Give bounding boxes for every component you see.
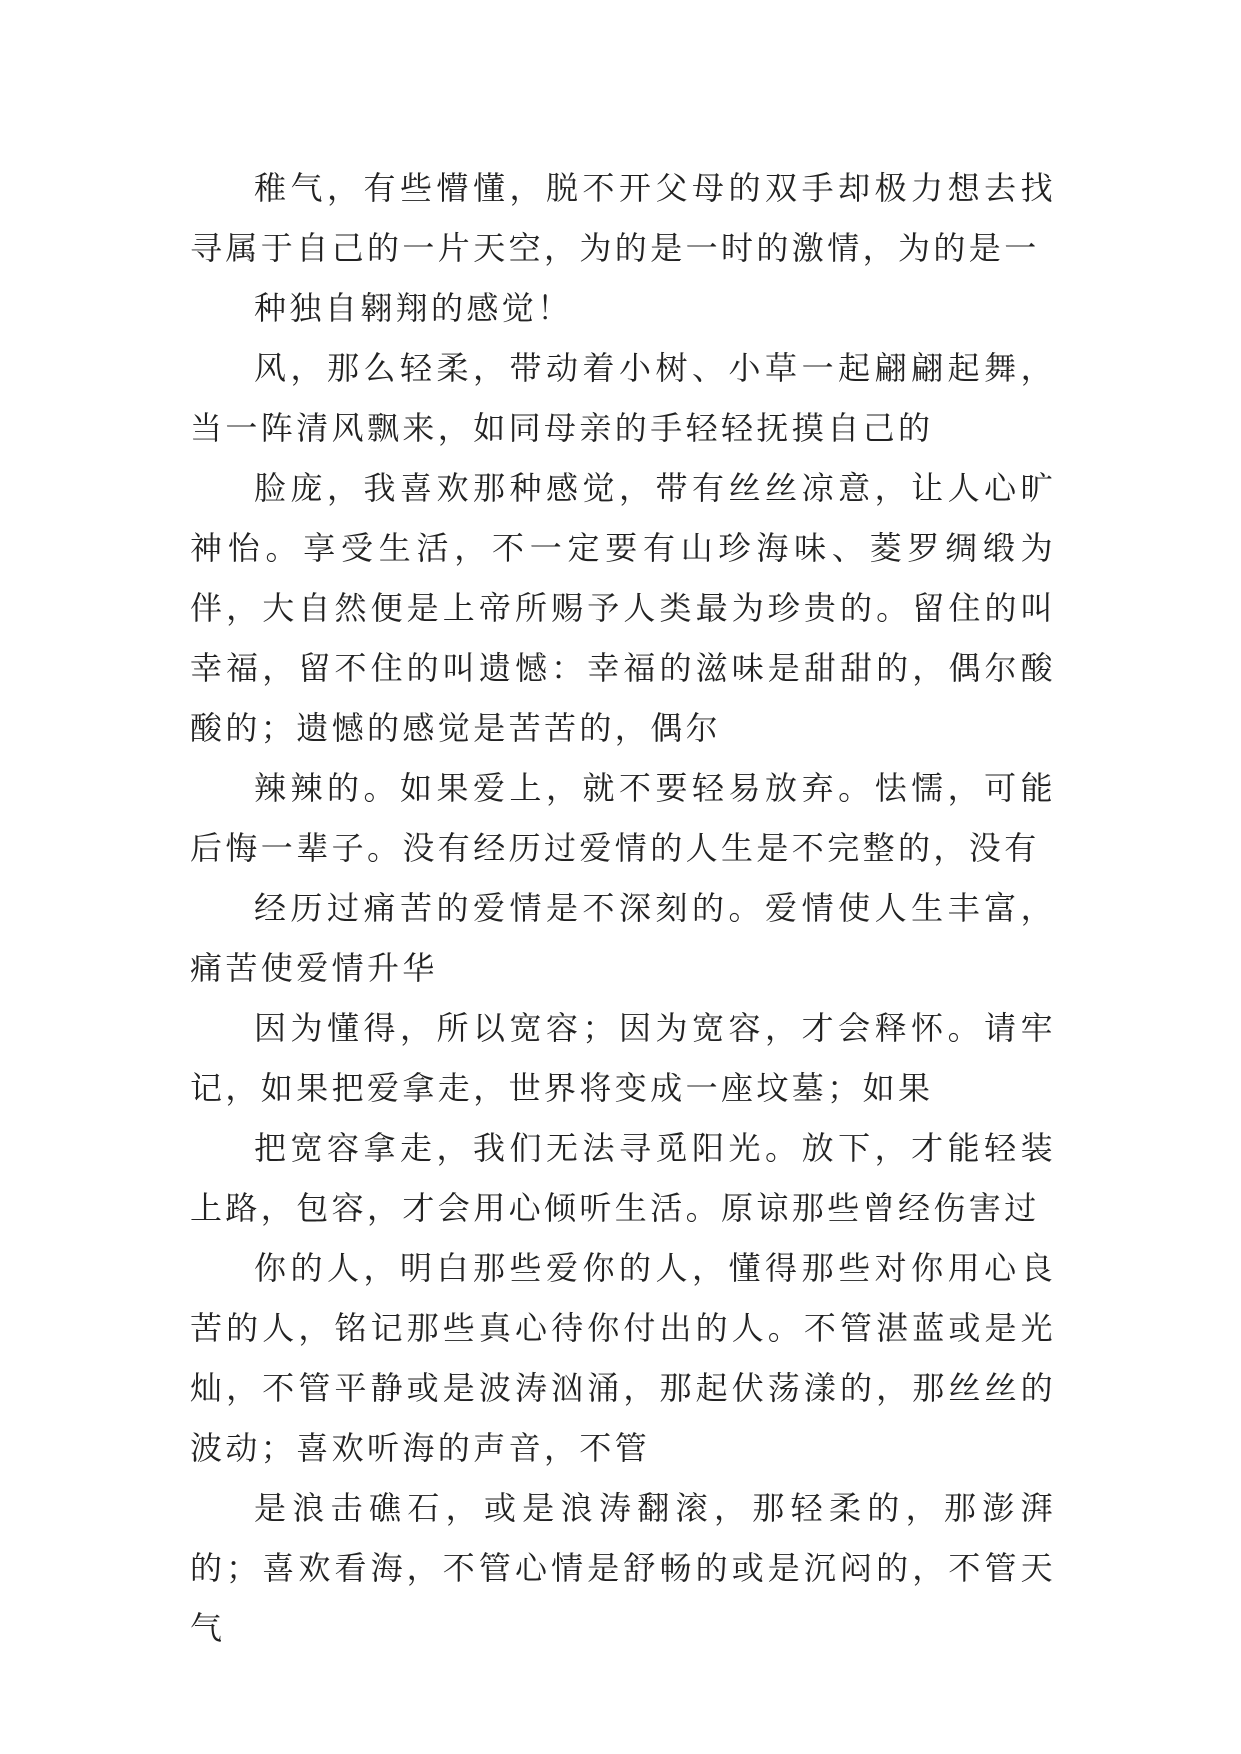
paragraph: 是浪击礁石，或是浪涛翻滚，那轻柔的，那澎湃的；喜欢看海，不管心情是舒畅的或是沉闷的，不管天气 [190, 1489, 1056, 1647]
paragraph: 辣辣的。如果爱上，就不要轻易放弃。怯懦，可能后悔一辈子。没有经历过爱情的人生是不完整的，没有 [190, 769, 1056, 867]
paragraph: 经历过痛苦的爱情是不深刻的。爱情使人生丰富，痛苦使爱情升华 [190, 889, 1056, 987]
paragraph: 风，那么轻柔，带动着小树、小草一起翩翩起舞，当一阵清风飘来，如同母亲的手轻轻抚摸自己的 [190, 349, 1056, 447]
paragraph: 你的人，明白那些爱你的人，懂得那些对你用心良苦的人，铭记那些真心待你付出的人。不管湛蓝或是光灿，不管平静或是波涛汹涌，那起伏荡漾的，那丝丝的波动；喜欢听海的声音，不管 [190, 1249, 1056, 1467]
paragraph: 脸庞，我喜欢那种感觉，带有丝丝凉意，让人心旷神怡。享受生活，不一定要有山珍海味、菱罗绸缎为伴，大自然便是上帝所赐予人类最为珍贵的。留住的叫幸福，留不住的叫遗憾：幸福的滋味是甜甜的，偶尔酸酸的；遗憾的感觉是苦苦的，偶尔 [190, 469, 1056, 747]
paragraph: 因为懂得，所以宽容；因为宽容，才会释怀。请牢记，如果把爱拿走，世界将变成一座坟墓；如果 [190, 1009, 1056, 1107]
body-text [190, 158, 1056, 1658]
paragraph: 种独自翱翔的感觉！ [254, 289, 573, 327]
paragraph: 把宽容拿走，我们无法寻觅阳光。放下，才能轻装上路，包容，才会用心倾听生活。原谅那些曾经伤害过 [190, 1129, 1056, 1227]
paragraph: 稚气，有些懵懂，脱不开父母的双手却极力想去找寻属于自己的一片天空，为的是一时的激情，为的是一 [190, 169, 1056, 267]
